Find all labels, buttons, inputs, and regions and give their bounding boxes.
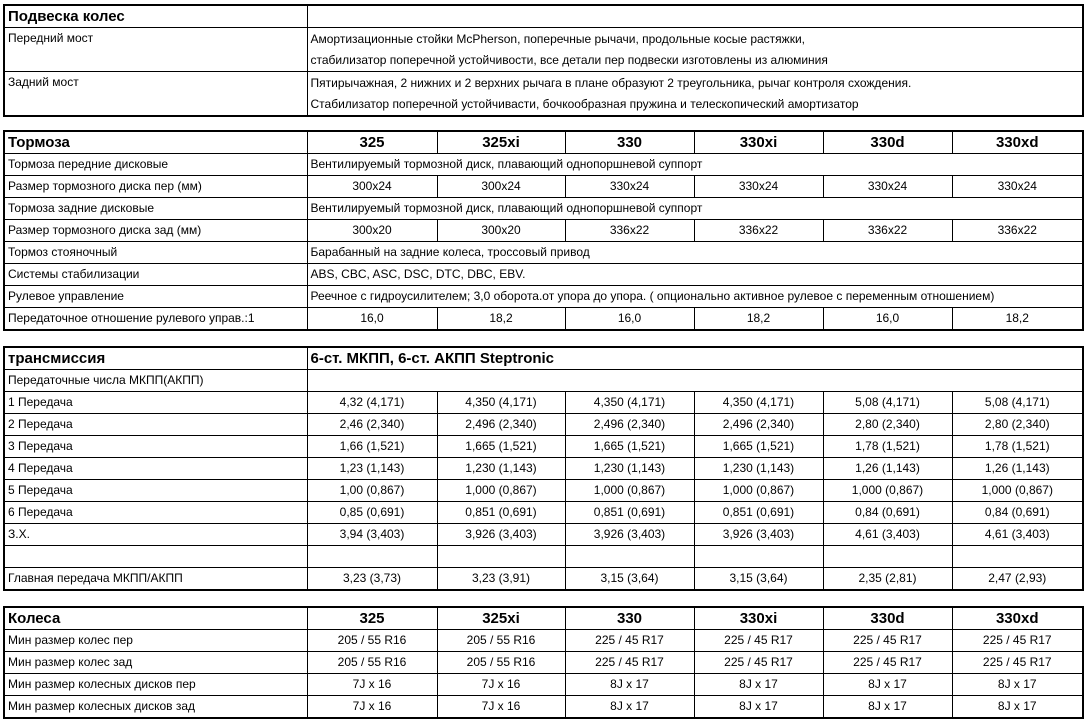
row-value: 0,85 (0,691) — [307, 502, 437, 524]
row-value: 8J x 17 — [823, 674, 952, 696]
table-row — [4, 524, 1083, 546]
row-value: 2,35 (2,81) — [823, 568, 952, 591]
row-value: 4,350 (4,171) — [565, 392, 694, 414]
row-label: Передаточные числа МКПП(АКПП) — [4, 370, 307, 392]
row-label: 4 Передача — [4, 458, 307, 480]
table-row — [4, 414, 1083, 436]
row-value: 205 / 55 R16 — [307, 630, 437, 652]
section-brakes — [3, 130, 1084, 331]
row-value: 4,61 (3,403) — [823, 524, 952, 546]
row-value: 18,2 — [952, 308, 1083, 331]
row-value: 1,26 (1,143) — [952, 458, 1083, 480]
row-label: Мин размер колес зад — [4, 652, 307, 674]
row-value: 225 / 45 R17 — [952, 630, 1083, 652]
model-column-header: 330 — [565, 607, 694, 630]
model-column-header: 325 — [307, 607, 437, 630]
row-value: 3,15 (3,64) — [565, 568, 694, 591]
row-label: 1 Передача — [4, 392, 307, 414]
row-value: 1,000 (0,867) — [565, 480, 694, 502]
model-column-header: 325 — [307, 131, 437, 154]
row-value: 336x22 — [694, 220, 823, 242]
row-value: 0,851 (0,691) — [437, 502, 565, 524]
table-row — [4, 154, 1083, 176]
row-description: Барабанный на задние колеса, троссовый привод — [307, 242, 1083, 264]
table-row — [4, 198, 1083, 220]
row-value: 225 / 45 R17 — [823, 630, 952, 652]
table-row — [4, 546, 1083, 568]
row-value: 16,0 — [565, 308, 694, 331]
section-header-row — [4, 347, 1083, 370]
row-value: 3,94 (3,403) — [307, 524, 437, 546]
row-value: 3,926 (3,403) — [565, 524, 694, 546]
row-value: 8J x 17 — [694, 696, 823, 719]
row-value: 205 / 55 R16 — [307, 652, 437, 674]
row-value: 205 / 55 R16 — [437, 630, 565, 652]
table-row — [4, 674, 1083, 696]
description-line: Пятирычажная, 2 нижних и 2 верхних рычага в плане образуют 2 треугольника, рычаг контроля схождения. — [310, 75, 912, 90]
row-label: Тормоза задние дисковые — [4, 198, 307, 220]
model-column-header: 330xi — [694, 131, 823, 154]
model-column-header: 330xd — [952, 131, 1083, 154]
section-transmission — [3, 346, 1084, 591]
row-value: 1,230 (1,143) — [694, 458, 823, 480]
row-value — [307, 546, 437, 568]
row-label — [4, 546, 307, 568]
row-value: 0,84 (0,691) — [823, 502, 952, 524]
row-value: 336x22 — [823, 220, 952, 242]
row-value — [694, 546, 823, 568]
model-column-header: 330xi — [694, 607, 823, 630]
row-value: 1,00 (0,867) — [307, 480, 437, 502]
section-header-row — [4, 5, 1083, 28]
row-description: Вентилируемый тормозной диск, плавающий однопоршневой суппорт — [307, 198, 1083, 220]
row-value: 0,851 (0,691) — [694, 502, 823, 524]
section-title: Подвеска колес — [4, 5, 307, 28]
row-label: 5 Передача — [4, 480, 307, 502]
row-value: 300x20 — [307, 220, 437, 242]
row-label: Мин размер колесных дисков пер — [4, 674, 307, 696]
row-value: 1,66 (1,521) — [307, 436, 437, 458]
row-value: 1,78 (1,521) — [952, 436, 1083, 458]
table-row — [4, 480, 1083, 502]
row-value: 336x22 — [952, 220, 1083, 242]
row-value: 3,23 (3,73) — [307, 568, 437, 591]
row-value: 8J x 17 — [952, 674, 1083, 696]
table-row — [4, 286, 1083, 308]
row-label: 2 Передача — [4, 414, 307, 436]
row-label: Мин размер колес пер — [4, 630, 307, 652]
section-wheels — [3, 606, 1084, 719]
description-line: Стабилизатор поперечной устойчивасти, бочкообразная пружина и телескопический амортизатор — [310, 96, 859, 111]
table-row — [4, 458, 1083, 480]
table-row — [4, 72, 1083, 117]
model-column-header: 330 — [565, 131, 694, 154]
row-description: Вентилируемый тормозной диск, плавающий однопоршневой суппорт — [307, 154, 1083, 176]
row-value: 1,000 (0,867) — [437, 480, 565, 502]
row-value: 1,665 (1,521) — [437, 436, 565, 458]
row-label: Размер тормозного диска пер (мм) — [4, 176, 307, 198]
row-value: 0,851 (0,691) — [565, 502, 694, 524]
description-line: стабилизатор поперечной устойчивости, все детали пер подвески изготовлены из алюминия — [310, 52, 828, 67]
row-value: 225 / 45 R17 — [565, 652, 694, 674]
row-value: 330x24 — [823, 176, 952, 198]
row-value: 18,2 — [694, 308, 823, 331]
row-value: 2,496 (2,340) — [565, 414, 694, 436]
row-value: 2,47 (2,93) — [952, 568, 1083, 591]
table-row — [4, 630, 1083, 652]
table-row — [4, 696, 1083, 719]
model-column-header: 325xi — [437, 131, 565, 154]
row-value: 3,926 (3,403) — [694, 524, 823, 546]
row-value: 205 / 55 R16 — [437, 652, 565, 674]
row-value: 8J x 17 — [823, 696, 952, 719]
row-value: 330x24 — [694, 176, 823, 198]
table-row — [4, 264, 1083, 286]
row-value — [565, 546, 694, 568]
table-row — [4, 28, 1083, 72]
row-value: 8J x 17 — [952, 696, 1083, 719]
row-value: 4,350 (4,171) — [694, 392, 823, 414]
row-value: 7J x 16 — [437, 696, 565, 719]
row-value: 225 / 45 R17 — [952, 652, 1083, 674]
row-value: 4,32 (4,171) — [307, 392, 437, 414]
row-value: 5,08 (4,171) — [823, 392, 952, 414]
row-description — [307, 28, 1083, 72]
row-value: 1,78 (1,521) — [823, 436, 952, 458]
model-column-header: 325xi — [437, 607, 565, 630]
row-value — [437, 546, 565, 568]
row-value: 8J x 17 — [565, 696, 694, 719]
row-value: 336x22 — [565, 220, 694, 242]
table-row — [4, 392, 1083, 414]
row-value: 4,61 (3,403) — [952, 524, 1083, 546]
table-row — [4, 220, 1083, 242]
row-value: 1,000 (0,867) — [823, 480, 952, 502]
row-value: 18,2 — [437, 308, 565, 331]
row-value: 7J x 16 — [307, 674, 437, 696]
row-label: Размер тормозного диска зад (мм) — [4, 220, 307, 242]
row-value: 225 / 45 R17 — [694, 652, 823, 674]
row-value: 1,000 (0,867) — [694, 480, 823, 502]
row-label: З.Х. — [4, 524, 307, 546]
section-summary — [307, 5, 1083, 28]
row-value: 1,230 (1,143) — [437, 458, 565, 480]
row-value — [952, 546, 1083, 568]
table-row — [4, 370, 1083, 392]
row-label: 3 Передача — [4, 436, 307, 458]
row-value: 8J x 17 — [694, 674, 823, 696]
row-value: 3,15 (3,64) — [694, 568, 823, 591]
model-column-header: 330d — [823, 607, 952, 630]
table-row — [4, 242, 1083, 264]
table-row — [4, 652, 1083, 674]
row-label: Тормоза передние дисковые — [4, 154, 307, 176]
table-row — [4, 502, 1083, 524]
row-value: 1,23 (1,143) — [307, 458, 437, 480]
row-value: 1,000 (0,867) — [952, 480, 1083, 502]
row-value — [823, 546, 952, 568]
row-label: Рулевое управление — [4, 286, 307, 308]
section-header-row — [4, 607, 1083, 630]
row-label: Мин размер колесных дисков зад — [4, 696, 307, 719]
table-row — [4, 176, 1083, 198]
model-column-header: 330d — [823, 131, 952, 154]
row-label: Системы стабилизации — [4, 264, 307, 286]
row-label: Передаточное отношение рулевого управ.:1 — [4, 308, 307, 331]
row-value: 2,80 (2,340) — [823, 414, 952, 436]
row-value: 225 / 45 R17 — [823, 652, 952, 674]
row-value: 300x24 — [307, 176, 437, 198]
row-value: 3,23 (3,91) — [437, 568, 565, 591]
row-value: 7J x 16 — [437, 674, 565, 696]
row-value: 2,80 (2,340) — [952, 414, 1083, 436]
table-row — [4, 436, 1083, 458]
row-value: 16,0 — [823, 308, 952, 331]
row-label: Тормоз стояночный — [4, 242, 307, 264]
row-value: 3,926 (3,403) — [437, 524, 565, 546]
section-summary: 6-ст. МКПП, 6-ст. АКПП Steptronic — [307, 347, 1083, 370]
table-row — [4, 568, 1083, 591]
row-value: 7J x 16 — [307, 696, 437, 719]
row-value: 330x24 — [565, 176, 694, 198]
row-value: 1,26 (1,143) — [823, 458, 952, 480]
row-value: 2,46 (2,340) — [307, 414, 437, 436]
table-row — [4, 308, 1083, 331]
row-description — [307, 370, 1083, 392]
row-description: ABS, CBC, ASC, DSC, DTC, DBC, EBV. — [307, 264, 1083, 286]
row-value: 8J x 17 — [565, 674, 694, 696]
row-label: Главная передача МКПП/АКПП — [4, 568, 307, 591]
row-label: Передний мост — [4, 28, 307, 72]
row-value: 225 / 45 R17 — [694, 630, 823, 652]
row-label: Задний мост — [4, 72, 307, 117]
model-column-header: 330xd — [952, 607, 1083, 630]
row-value: 2,496 (2,340) — [437, 414, 565, 436]
row-value: 0,84 (0,691) — [952, 502, 1083, 524]
row-label: 6 Передача — [4, 502, 307, 524]
section-header-row — [4, 131, 1083, 154]
row-value: 5,08 (4,171) — [952, 392, 1083, 414]
row-value: 1,665 (1,521) — [565, 436, 694, 458]
row-value: 4,350 (4,171) — [437, 392, 565, 414]
row-value: 225 / 45 R17 — [565, 630, 694, 652]
section-title: трансмиссия — [4, 347, 307, 370]
row-value: 16,0 — [307, 308, 437, 331]
section-title: Тормоза — [4, 131, 307, 154]
row-value: 1,665 (1,521) — [694, 436, 823, 458]
row-value: 1,230 (1,143) — [565, 458, 694, 480]
row-value: 330x24 — [952, 176, 1083, 198]
row-description — [307, 72, 1083, 117]
row-value: 300x20 — [437, 220, 565, 242]
row-value: 2,496 (2,340) — [694, 414, 823, 436]
row-description: Реечное с гидроусилителем; 3,0 оборота.от упора до упора. ( опционально активное рулевое с переменным отношением) — [307, 286, 1083, 308]
section-suspension — [3, 4, 1084, 117]
row-value: 300x24 — [437, 176, 565, 198]
description-line: Амортизационные стойки McPherson, поперечные рычачи, продольные косые растяжки, — [310, 31, 805, 46]
section-title: Колеса — [4, 607, 307, 630]
